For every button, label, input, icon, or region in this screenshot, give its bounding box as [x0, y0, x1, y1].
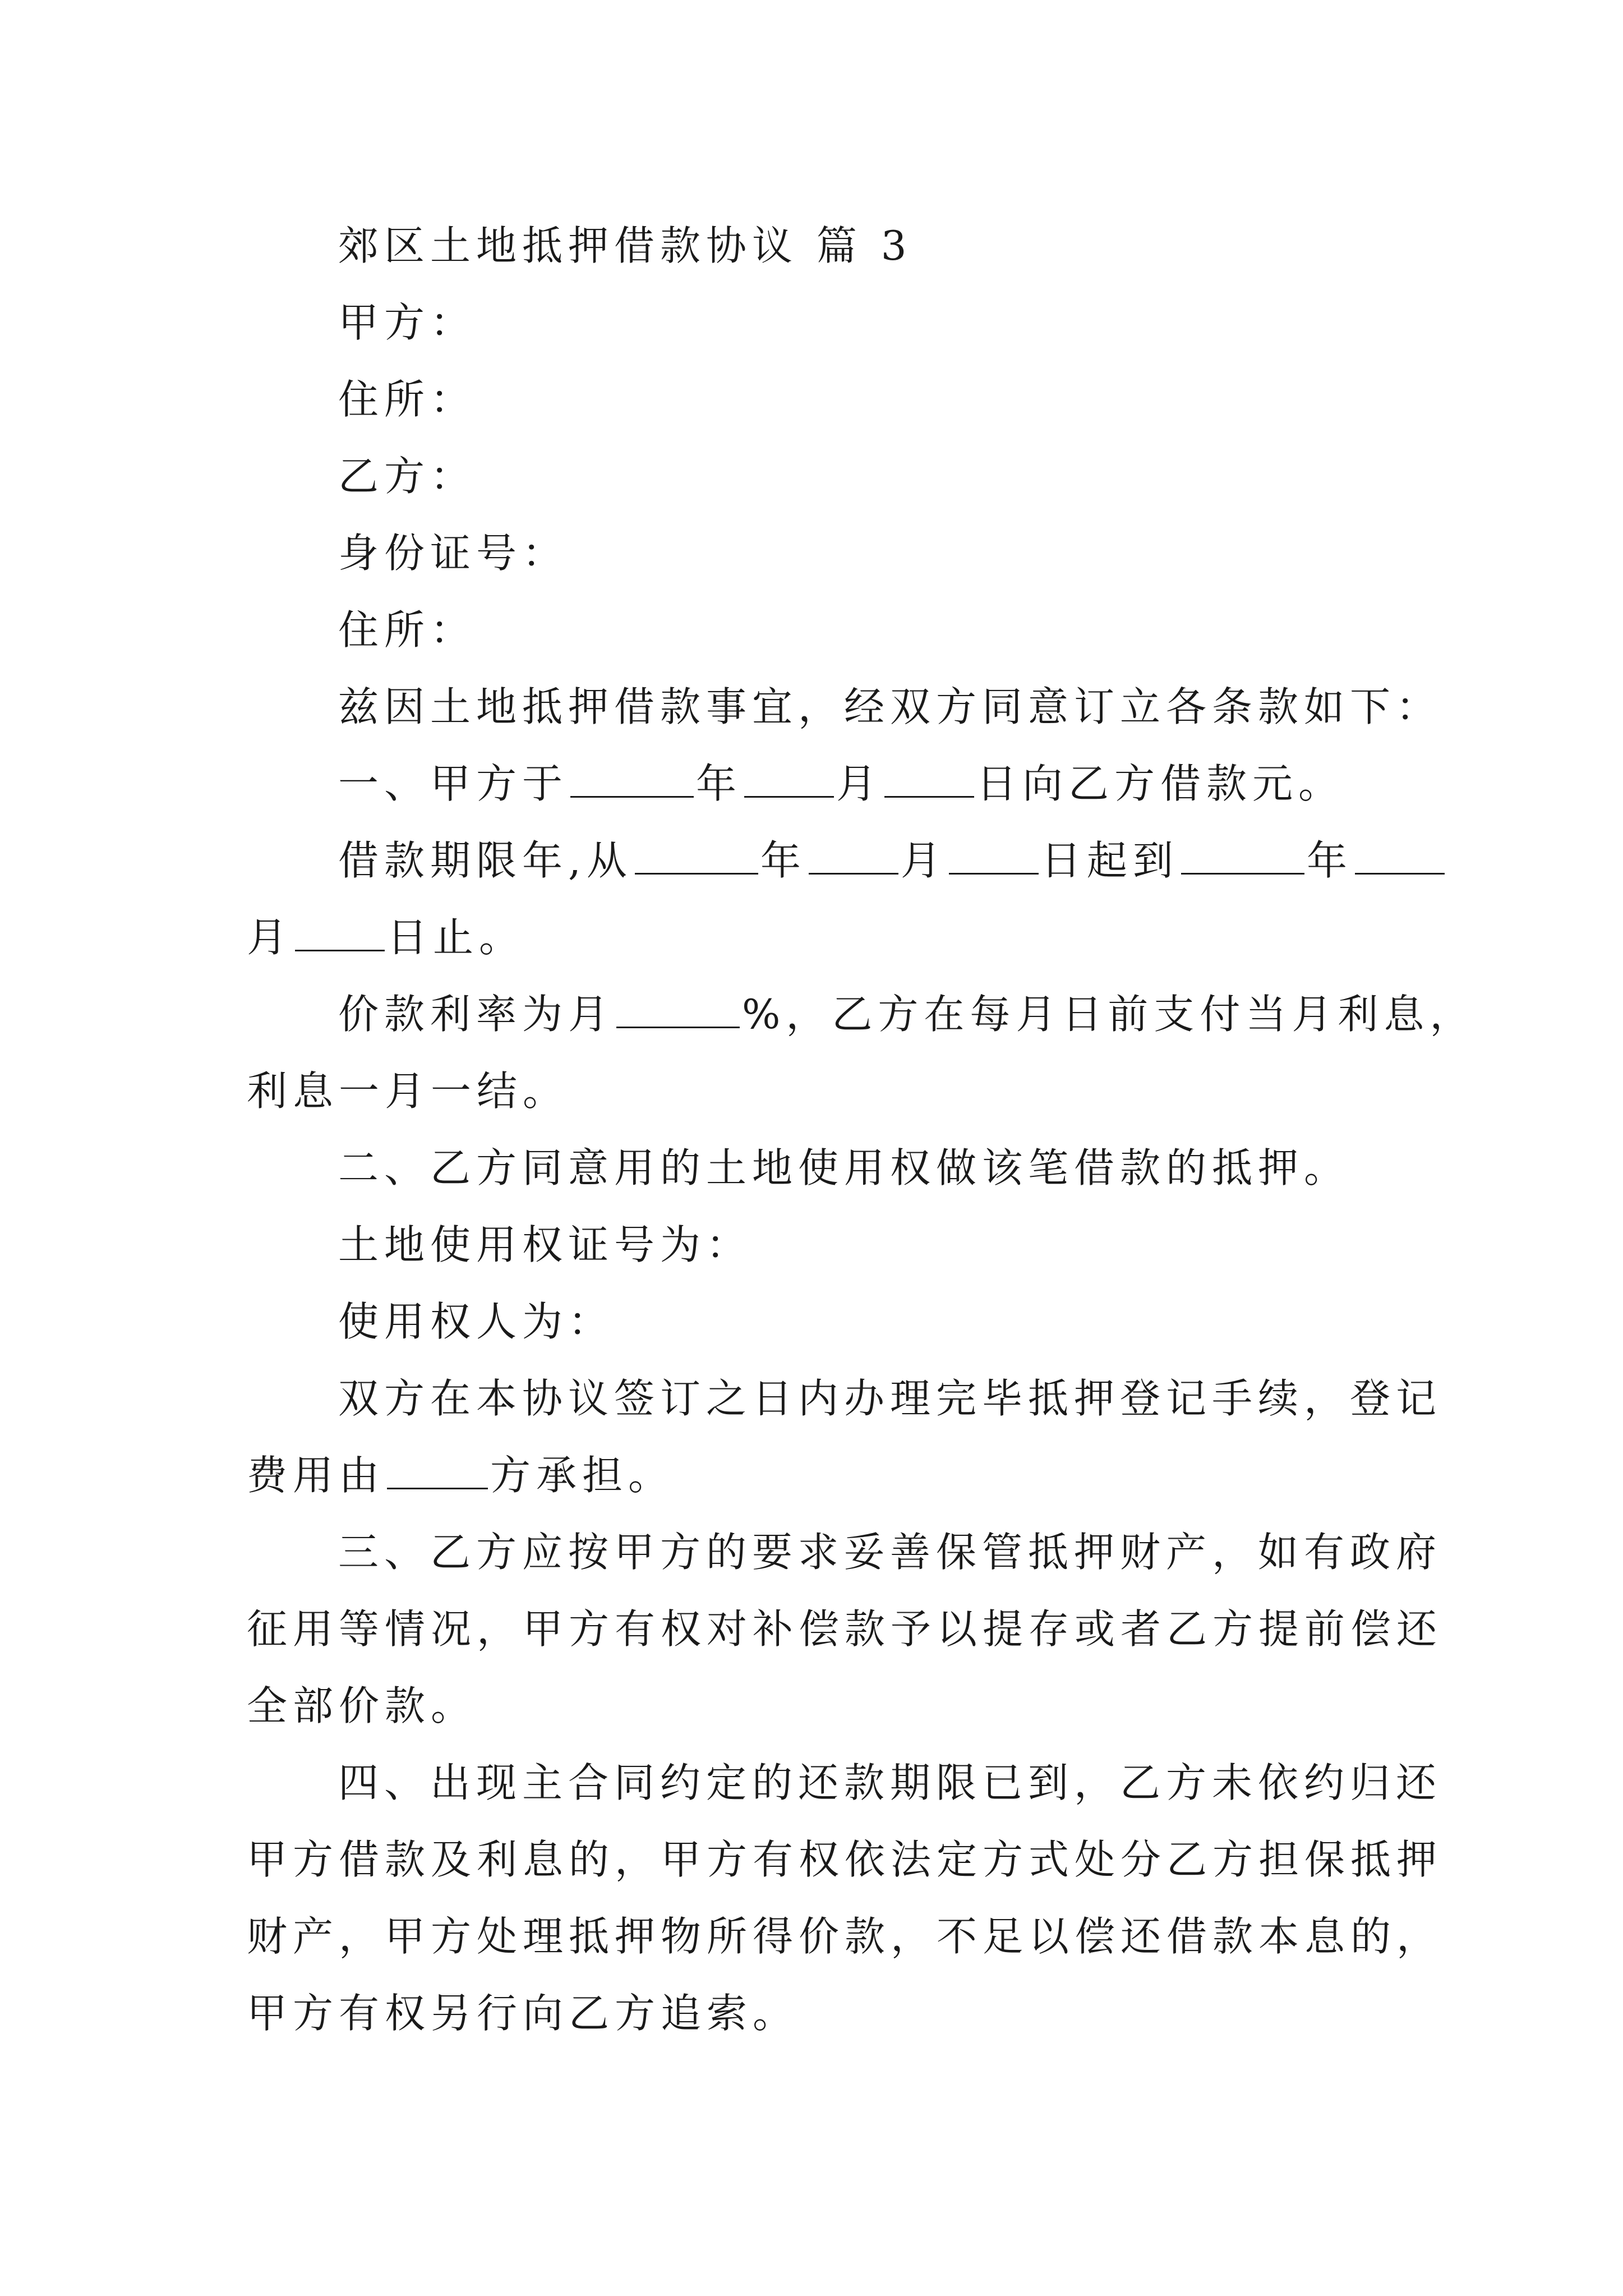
registration-line-2 [247, 1437, 1388, 1514]
blank-year [570, 762, 694, 798]
clause-4-line-3: 财产，甲方处理抵押物所得价款，不足以偿还借款本息的， [247, 1913, 1443, 1960]
clause-3-line-3: 全部价款。 [247, 1682, 477, 1729]
rate-text-a: 价款利率为月 [338, 991, 615, 1038]
blank-start-year [635, 839, 758, 875]
term-text-e: 年 [1306, 837, 1353, 884]
clause-3-line-1: 三、乙方应按甲方的要求妥善保管抵押财产，如有政府 [338, 1529, 1442, 1576]
term-text-f: 月 [247, 914, 293, 961]
registration-text-a: 费用由 [247, 1452, 385, 1499]
clause-4-line-2: 甲方借款及利息的，甲方有权依法定方式处分乙方担保抵押 [247, 1836, 1443, 1883]
registration-text-b: 方承担。 [490, 1452, 675, 1499]
clause-1-text-c: 月 [836, 760, 883, 807]
right-holder-label: 使用权人为： [338, 1298, 615, 1345]
party-a-address-label: 住所： [338, 376, 477, 423]
blank-day [884, 762, 974, 798]
party-b-label: 乙方： [338, 453, 477, 500]
loan-term-line-2 [247, 899, 1388, 976]
term-text-b: 年 [760, 837, 806, 884]
loan-term-line-1 [247, 822, 1388, 899]
certificate-number-label: 土地使用权证号为： [338, 1221, 753, 1268]
clause-3-line-2: 征用等情况，甲方有权对补偿款予以提存或者乙方提前偿还 [247, 1605, 1443, 1653]
party-b-address-label: 住所： [338, 606, 477, 654]
party-a-label: 甲方： [338, 299, 477, 346]
rate-text-b: %，乙方在每月日前支付当月利息， [742, 991, 1476, 1038]
clause-4-line-4: 甲方有权另行向乙方追索。 [247, 1990, 799, 2037]
clause-1-text-a: 一、甲方于 [338, 760, 569, 807]
party-b-id-label: 身份证号： [338, 530, 569, 577]
blank-end-year [1181, 839, 1304, 875]
term-text-a: 借款期限年,从 [338, 837, 633, 884]
rate-line-1 [247, 976, 1476, 1053]
blank-start-day [949, 839, 1039, 875]
preamble: 兹因土地抵押借款事宜，经双方同意订立各条款如下： [338, 683, 1442, 730]
registration-line-1: 双方在本协议签订之日内办理完毕抵押登记手续，登记 [338, 1375, 1442, 1422]
term-text-d: 日起到 [1040, 837, 1179, 884]
blank-end-month [1355, 839, 1445, 875]
blank-month [744, 762, 834, 798]
clause-2: 二、乙方同意用的土地使用权做该笔借款的抵押。 [338, 1144, 1350, 1191]
document-body [247, 208, 1476, 2052]
blank-fee-party [387, 1454, 488, 1489]
clause-1-text-b: 年 [696, 760, 743, 807]
blank-rate [616, 993, 740, 1028]
clause-1-text-d: 日向乙方借款元。 [976, 760, 1345, 807]
blank-start-month [809, 839, 898, 875]
clause-1 [247, 746, 1388, 822]
term-text-g: 日止。 [387, 914, 525, 961]
document-title: 郊区土地抵押借款协议 篇 3 [338, 222, 912, 269]
rate-line-2: 利息一月一结。 [247, 1068, 569, 1115]
clause-4-line-1: 四、出现主合同约定的还款期限已到，乙方未依约归还 [338, 1759, 1442, 1806]
blank-end-day [295, 916, 385, 951]
term-text-c: 月 [900, 837, 947, 884]
